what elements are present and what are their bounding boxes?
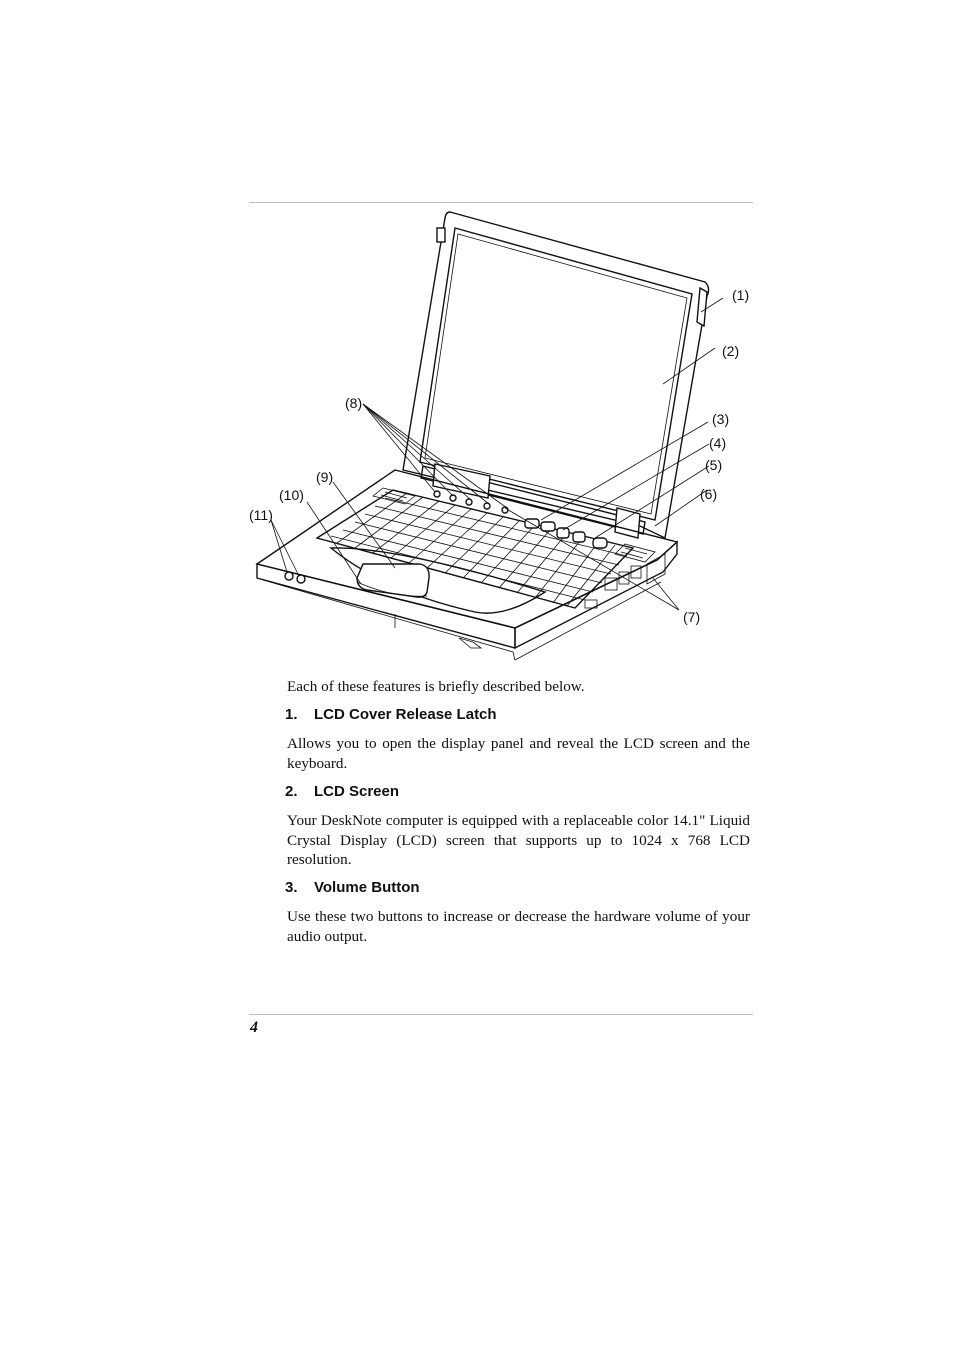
callout-11: (11) xyxy=(249,507,273,523)
footer-rule xyxy=(249,1014,753,1015)
leader-lines xyxy=(271,298,723,610)
section-1-number: 1. xyxy=(285,706,298,723)
callout-7: (7) xyxy=(683,609,701,625)
section-2-body: Your DeskNote computer is equipped with a replaceable color 14.1" Liquid Crystal Display (LCD) screen that supports up to 1024 x 768 LCD resolution. xyxy=(287,812,750,868)
section-3-body: Use these two buttons to increase or decrease the hardware volume of your audio output. xyxy=(287,908,750,945)
section-3-heading xyxy=(285,879,420,896)
front-indicator-1 xyxy=(285,572,293,580)
callout-10: (10) xyxy=(279,487,304,503)
section-2-title: LCD Screen xyxy=(314,783,400,800)
callout-6: (6) xyxy=(700,486,718,502)
section-3-number: 3. xyxy=(285,879,298,896)
section-1-body: Allows you to open the display panel and reveal the LCD screen and the keyboard. xyxy=(287,735,750,772)
header-rule xyxy=(249,202,753,203)
callout-8: (8) xyxy=(345,395,363,411)
page-number: 4 xyxy=(250,1019,258,1036)
intro-text: Each of these features is briefly described below. xyxy=(287,678,585,695)
section-1-title: LCD Cover Release Latch xyxy=(314,706,497,723)
callout-3: (3) xyxy=(712,411,730,427)
callout-2: (2) xyxy=(722,343,740,359)
section-1-heading xyxy=(285,706,497,723)
callout-9: (9) xyxy=(316,469,334,485)
cover-latch-left xyxy=(437,228,445,242)
callout-1: (1) xyxy=(732,287,750,303)
speaker-left xyxy=(373,488,415,504)
callout-5: (5) xyxy=(705,457,723,473)
speaker-right xyxy=(615,544,655,562)
front-indicator-2 xyxy=(297,575,305,583)
laptop-illustration xyxy=(245,208,757,666)
cover-latch-right xyxy=(697,288,707,326)
laptop-diagram xyxy=(245,208,757,666)
section-3-title: Volume Button xyxy=(314,879,420,896)
callout-4: (4) xyxy=(709,435,727,451)
section-2-heading xyxy=(285,783,399,800)
section-2-number: 2. xyxy=(285,783,298,800)
